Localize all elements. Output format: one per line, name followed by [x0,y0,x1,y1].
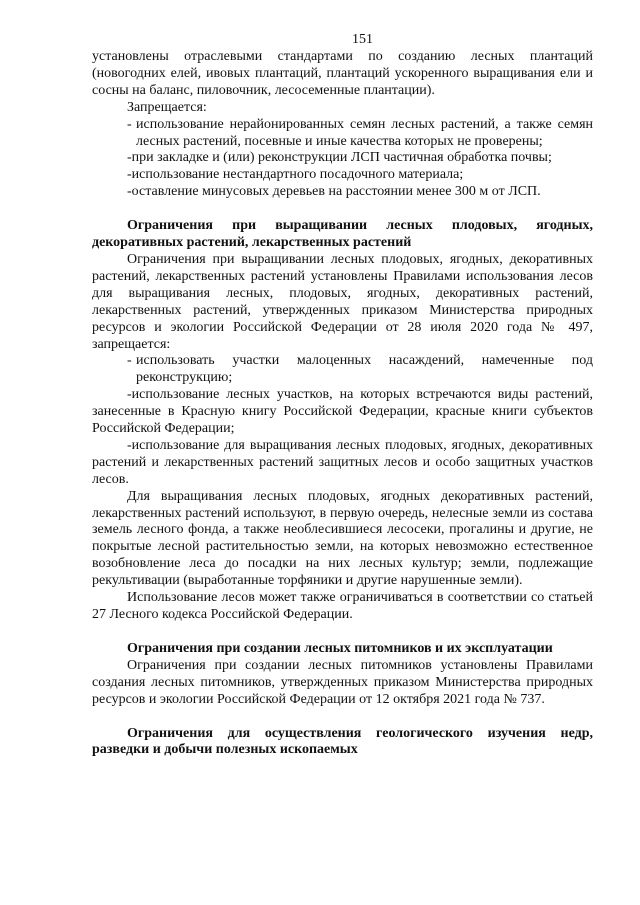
list-item-text: оставление минусовых деревьев на расстоянии менее 300 м от ЛСП. [131,184,541,200]
section-heading-fruit-plants: Ограничения при выращивании лесных плодовых, ягодных, декоративных растений, лекарственных растений [92,218,593,251]
section-heading-nurseries: Ограничения при создании лесных питомников и их эксплуатации [127,640,553,656]
section-heading-geology: Ограничения для осуществления геологического изучения недр, разведки и добычи полезных ископаемых [92,725,593,758]
spacer [92,709,593,726]
list-item-text: использование нестандартного посадочного материала; [131,167,464,183]
list-item-text: использование для выращивания лесных плодовых, ягодных, декоративных растений и лекарственных растений защитных лесов и особо защитных участков лесов. [92,437,593,487]
list-item-text: при закладке и (или) реконструкции ЛСП частичная обработка почвы; [131,150,552,166]
list-dash: - [127,184,132,200]
section-paragraph: Ограничения при выращивании лесных плодовых, ягодных, декоративных растений, лекарственных растений установлены Правилами использования лесов для выращивания лесных, плодовых, ягодных, декоративных растений, лекарственных растений, утвержденных приказом Министерства природных ресурсов и экологии Российской Федерации от 28 июля 2020 года № 497, запрещается: [92,251,593,352]
list-dash: - [127,167,132,183]
list-item [92,117,593,151]
list-item [92,438,593,489]
list-dash: - [127,387,132,403]
list-item-text: использование лесных участков, на которых встречаются виды растений, занесенные в Красную книгу Российской Федерации, красные книги субъектов Российской Федерации; [92,387,593,437]
list-item [92,353,593,387]
list-dash: - [127,353,132,369]
section-paragraph: Ограничения при создании лесных питомников установлены Правилами создания лесных питомников, утвержденных приказом Министерства природных ресурсов и экологии Российской Федерации от 12 октября 2021 года № 737. [92,657,593,707]
spacer [92,624,593,641]
list-dash: - [127,116,132,132]
list-item-text: использование нерайонированных семян лесных растений, а также семян лесных растений, посевные и иные качества которых не проверены; [136,116,593,149]
spacer [92,201,593,218]
page-number: 151 [352,32,373,47]
list-item [92,150,593,167]
list-item [92,167,593,184]
list-dash: - [127,150,132,166]
forbidden-label: Запрещается: [127,99,207,115]
section-paragraph: Для выращивания лесных плодовых, ягодных декоративных растений, лекарственных растений используют, в первую очередь, нелесные земли из состава земель лесного фонда, а также необлесившиеся лесосеки, прогалины и другие, не покрытые лесной растительностью земли, на которых невозможно естественное возобновление леса до посадки на них лесных культур; земли, подлежащие рекультивации (выработанные торфяники и другие нарушенные земли). [92,488,593,589]
list-dash: - [127,437,132,453]
list-item [92,387,593,438]
list-item [92,184,593,201]
list-item-text: использовать участки малоценных насаждений, намеченные под реконструкцию; [136,353,593,386]
section-paragraph: Использование лесов может также ограничиваться в соответствии со статьей 27 Лесного кодекса Российской Федерации. [92,590,593,622]
intro-paragraph: установлены отраслевыми стандартами по созданию лесных плантаций (новогодних елей, ивовых плантаций, плантаций ускоренного выращивания ели и сосны на баланс, пиловочник, лесосеменные плантации). [92,49,593,98]
